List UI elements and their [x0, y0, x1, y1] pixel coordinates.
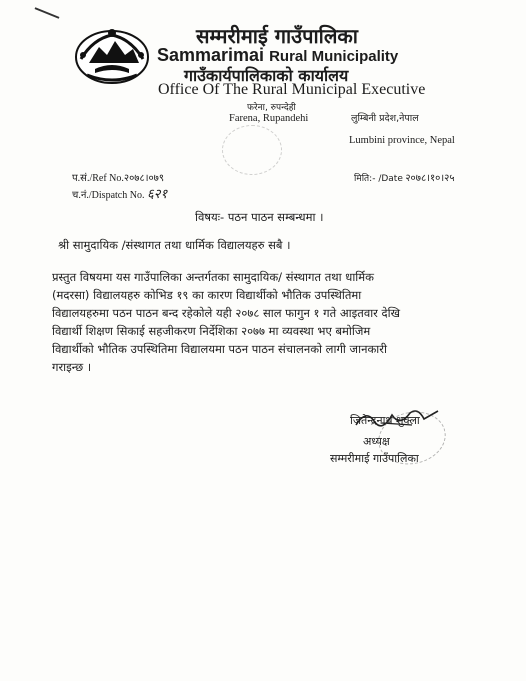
body-line: विद्यार्थीको भौतिक उपस्थितिमा विद्यालयमा पठन पाठन संचालनको लागी जानकारी — [52, 342, 387, 356]
body-line: (मदरसा) विद्यालयहरु कोभिड १९ का कारण विद्यार्थीको भौतिक उपस्थितिमा — [52, 288, 362, 302]
signatory-org: सम्मरीमाई गाउँपालिका — [330, 452, 419, 465]
address-right-en: Lumbini province, Nepal — [349, 135, 455, 146]
faded-seal-stamp — [222, 125, 282, 175]
body-line: प्रस्तुत विषयमा यस गाउँपालिका अन्तर्गतका सामुदायिक/ संस्थागत तथा धार्मिक — [52, 270, 374, 284]
letter-date — [354, 170, 455, 184]
reference-number — [72, 170, 164, 184]
body-line: गराइन्छ । — [52, 360, 92, 374]
municipality-name-en-main: Sammarimai — [157, 45, 265, 65]
ref-label: प.सं./Ref No. — [72, 173, 124, 184]
municipality-name-en-rest: Rural Municipality — [269, 48, 399, 65]
signatory-name: जितेन्द्रनाथ शुक्ला — [350, 414, 420, 427]
office-name-en: Office Of The Rural Municipal Executive — [158, 81, 426, 98]
signatory-title: अध्यक्ष — [363, 435, 390, 448]
municipality-name-np: सम्मरीमाई गाउँपालिका — [196, 24, 358, 48]
dispatch-value: ६२१ — [146, 187, 168, 202]
address-left-np: फरेना, रुपन्देही — [247, 103, 296, 113]
body-line: विद्यार्थी शिक्षण सिकाई सहजीकरण निर्देशिका २०७७ मा व्यवस्था भए बमोजिम — [52, 324, 371, 338]
address-left-en: Farena, Rupandehi — [229, 113, 309, 124]
dispatch-number — [72, 184, 167, 202]
dispatch-label: च.नं./Dispatch No. — [72, 190, 145, 201]
recipient-line: श्री सामुदायिक /संस्थागत तथा धार्मिक विद्यालयहरु सबै । — [58, 238, 291, 252]
nepal-emblem-icon — [73, 25, 151, 85]
body-paragraph — [52, 268, 464, 376]
body-line: विद्यालयहरुमा पठन पाठन बन्द रहेकोले यही २०७८ साल फागुन १ गते आइतवार देखि — [52, 306, 401, 320]
address-right-np: लुम्बिनी प्रदेश,नेपाल — [351, 113, 419, 124]
scan-mark — [35, 7, 60, 19]
date-value: २०७८।१०।२५ — [405, 173, 455, 184]
ref-value: २०७८।०७९ — [123, 173, 165, 184]
municipality-name-en — [157, 45, 398, 66]
date-label: मिति:- /Date — [354, 174, 403, 184]
subject-line: विषयः- पठन पाठन सम्बन्धमा । — [195, 210, 324, 224]
office-name-np: गाउँकार्यपालिकाको कार्यालय — [184, 66, 349, 85]
